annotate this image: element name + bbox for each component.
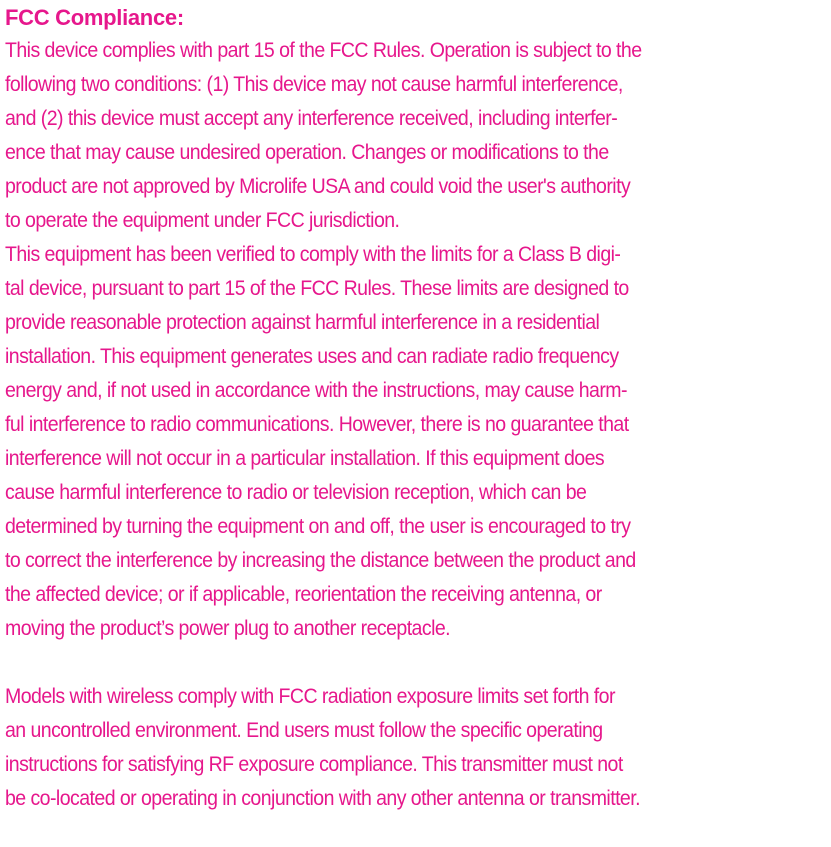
- text-line: determined by turning the equipment on and off, the user is encouraged to try: [5, 515, 631, 538]
- text-line: to operate the equipment under FCC jurisdiction.: [5, 209, 400, 232]
- text-line: installation. This equipment generates uses and can radiate radio frequency: [5, 345, 619, 368]
- text-line: instructions for satisfying RF exposure compliance. This transmitter must not: [5, 753, 623, 776]
- text-line: ence that may cause undesired operation. Changes or modifications to the: [5, 141, 609, 164]
- text-line: following two conditions: (1) This device may not cause harmful interference,: [5, 73, 623, 96]
- text-line: moving the product’s power plug to another receptacle.: [5, 617, 451, 640]
- text-line: This device complies with part 15 of the FCC Rules. Operation is subject to the: [5, 39, 642, 62]
- text-line: Models with wireless comply with FCC radiation exposure limits set forth for: [5, 685, 615, 708]
- text-line: cause harmful interference to radio or television reception, which can be: [5, 481, 587, 504]
- text-line: provide reasonable protection against harmful interference in a residential: [5, 311, 600, 334]
- text-line: the affected device; or if applicable, reorientation the receiving antenna, or: [5, 583, 602, 606]
- text-line: energy and, if not used in accordance with the instructions, may cause harm-: [5, 379, 627, 402]
- paragraph-class-b: [5, 238, 831, 646]
- text-line: be co-located or operating in conjunction with any other antenna or transmitter.: [5, 787, 640, 810]
- paragraph-spacer: [5, 646, 831, 680]
- text-line: ful interference to radio communications. However, there is no guarantee that: [5, 413, 629, 436]
- text-line: to correct the interference by increasing the distance between the product and: [5, 549, 636, 572]
- fcc-compliance-document: [5, 0, 831, 816]
- text-line: and (2) this device must accept any interference received, including interfer-: [5, 107, 618, 130]
- text-line: interference will not occur in a particular installation. If this equipment does: [5, 447, 605, 470]
- paragraph-rf-exposure: [5, 680, 831, 816]
- section-heading: FCC Compliance:: [5, 5, 184, 30]
- text-line: an uncontrolled environment. End users must follow the specific operating: [5, 719, 603, 742]
- text-line: This equipment has been verified to comply with the limits for a Class B digi-: [5, 243, 621, 266]
- text-line: product are not approved by Microlife USA and could void the user's authority: [5, 175, 631, 198]
- text-line: tal device, pursuant to part 15 of the FCC Rules. These limits are designed to: [5, 277, 629, 300]
- paragraph-conditions: [5, 34, 831, 238]
